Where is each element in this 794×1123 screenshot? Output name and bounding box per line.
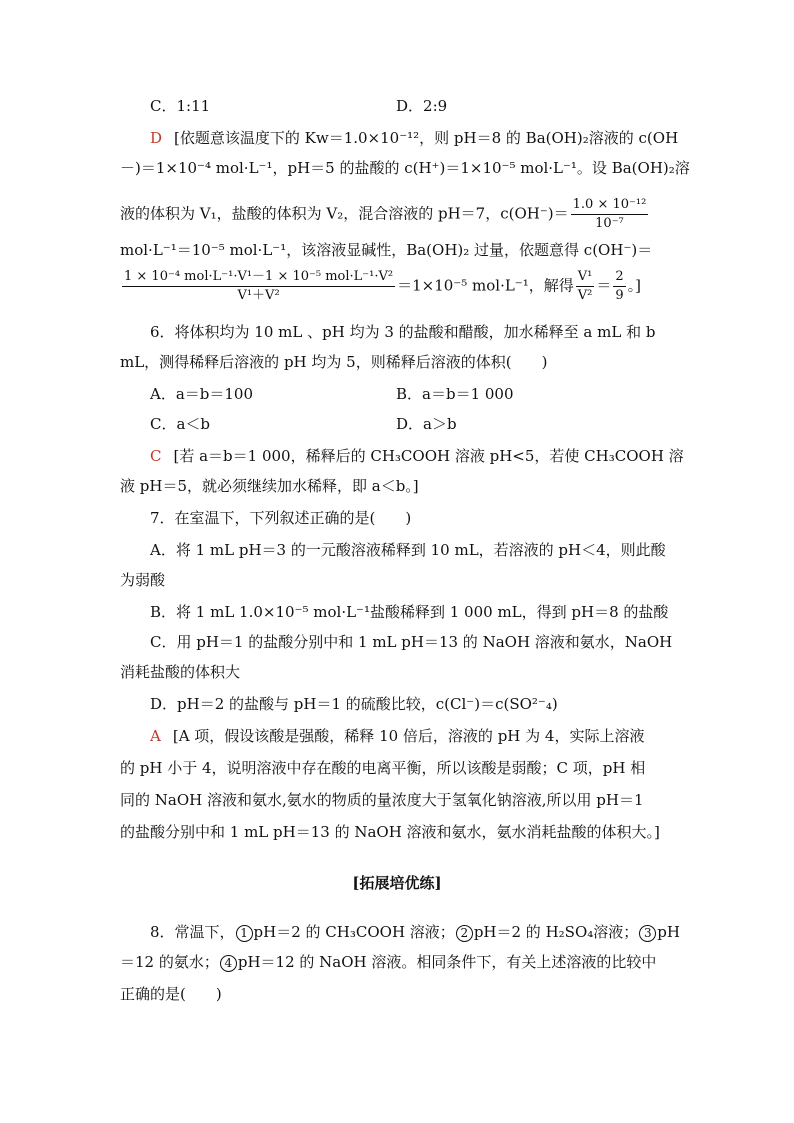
q5-exp-line3 bbox=[120, 196, 650, 233]
q8-s1c: pH＝2 的 H₂SO₄溶液； bbox=[473, 923, 639, 941]
circled-2-icon: 2 bbox=[456, 925, 473, 942]
q5-answer: D bbox=[150, 129, 163, 147]
q5-exp-line2: －)＝1×10⁻⁴ mol·L⁻¹，pH＝5 的盐酸的 c(H⁺)＝1×10⁻⁵ mol·L⁻¹。设 Ba(OH)₂溶 bbox=[120, 159, 690, 177]
q6-stem-line2: mL，测得稀释后溶液的 pH 均为 5，则稀释后溶液的体积( ) bbox=[120, 353, 548, 371]
q5-exp5-eq: ＝ bbox=[596, 276, 612, 295]
q5-exp3-pre: 液的体积为 V₁，盐酸的体积为 V₂，混合溶液的 pH＝7，c(OH⁻)＝ bbox=[120, 204, 569, 223]
q7-option-d: D．pH＝2 的盐酸与 pH＝1 的硫酸比较，c(Cl⁻)＝c(SO²⁻₄) bbox=[150, 695, 558, 713]
q5-fraction-2-num: 1 × 10⁻⁴ mol·L⁻¹·V¹－1 × 10⁻⁵ mol·L⁻¹·V² bbox=[122, 268, 395, 287]
circled-4-icon: 4 bbox=[220, 955, 237, 972]
q5-fraction-4-den: 9 bbox=[615, 288, 624, 303]
q7-option-b: B．将 1 mL 1.0×10⁻⁵ mol·L⁻¹盐酸稀释到 1 000 mL，得到 pH＝8 的盐酸 bbox=[150, 603, 669, 621]
q6-option-c: C．a＜b bbox=[150, 415, 211, 433]
q7-option-a-line2: 为弱酸 bbox=[120, 571, 166, 589]
q8-s2a: ＝12 的氨水； bbox=[120, 953, 219, 971]
q5-exp5-end: 。] bbox=[627, 276, 641, 295]
q5-exp1: [依题意该温度下的 Kw＝1.0×10⁻¹²，则 pH＝8 的 Ba(OH)₂溶液的 c(OH bbox=[174, 129, 679, 147]
q8-line1 bbox=[150, 922, 680, 942]
q7-exp1: [A 项，假设该酸是强酸，稀释 10 倍后，溶液的 pH 为 4，实际上溶液 bbox=[172, 727, 645, 745]
q5-fraction-1-den: 10⁻⁷ bbox=[595, 216, 624, 231]
q5-exp-line5 bbox=[120, 268, 641, 305]
q8-s1a: 8．常温下， bbox=[150, 923, 235, 941]
q8-s1b: pH＝2 的 CH₃COOH 溶液； bbox=[253, 923, 455, 941]
q6-exp1: [若 a＝b＝1 000，稀释后的 CH₃COOH 溶液 pH<5，若使 CH₃COOH 溶 bbox=[173, 447, 684, 465]
q7-exp-line4: 的盐酸分别中和 1 mL pH＝13 的 NaOH 溶液和氨水，氨水消耗盐酸的体积大。] bbox=[120, 823, 660, 841]
q6-exp-line2: 液 pH＝5，就必须继续加水稀释，即 a＜b。] bbox=[120, 477, 419, 495]
q8-line3: 正确的是( ) bbox=[120, 985, 222, 1003]
q7-exp-line1 bbox=[150, 726, 644, 746]
q8-line2 bbox=[120, 952, 656, 972]
q5-fraction-3-den: V² bbox=[577, 288, 593, 303]
q6-answer: C bbox=[150, 447, 162, 465]
q5-fraction-1 bbox=[571, 196, 649, 233]
q5-option-c: C．1:11 bbox=[150, 97, 211, 115]
q5-option-d: D．2:9 bbox=[396, 97, 448, 115]
q5-fraction-4-num: 2 bbox=[613, 268, 625, 287]
q5-exp5-mid: ＝1×10⁻⁵ mol·L⁻¹，解得 bbox=[397, 276, 574, 295]
q5-exp-line1 bbox=[150, 128, 678, 148]
q7-exp-line3: 同的 NaOH 溶液和氨水,氨水的物质的量浓度大于氢氧化钠溶液,所以用 pH＝1 bbox=[120, 791, 644, 809]
q6-stem-line1: 6．将体积均为 10 mL 、pH 均为 3 的盐酸和醋酸，加水稀释至 a mL 和 b bbox=[150, 323, 656, 341]
q7-option-c-line1: C．用 pH＝1 的盐酸分别中和 1 mL pH＝13 的 NaOH 溶液和氨水，NaOH bbox=[150, 633, 673, 651]
q6-exp-line1 bbox=[150, 446, 684, 466]
q8-s2b: pH＝12 的 NaOH 溶液。相同条件下，有关上述溶液的比较中 bbox=[237, 953, 657, 971]
q5-exp-line4: mol·L⁻¹＝10⁻⁵ mol·L⁻¹，该溶液显碱性，Ba(OH)₂ 过量，依题意得 c(OH⁻)＝ bbox=[120, 241, 653, 259]
q6-option-d: D．a＞b bbox=[396, 415, 457, 433]
circled-3-icon: 3 bbox=[639, 925, 656, 942]
q7-option-c-line2: 消耗盐酸的体积大 bbox=[120, 663, 241, 681]
q5-fraction-2-den: V¹＋V² bbox=[237, 288, 280, 303]
q7-answer: A bbox=[150, 727, 161, 745]
q6-option-a: A．a＝b＝100 bbox=[150, 385, 254, 403]
section-heading: [拓展培优练] bbox=[352, 874, 442, 892]
q6-option-b: B．a＝b＝1 000 bbox=[396, 385, 514, 403]
q5-fraction-4 bbox=[613, 268, 625, 305]
q5-fraction-3 bbox=[576, 268, 595, 305]
q8-s1d: pH bbox=[657, 923, 680, 941]
q5-fraction-2 bbox=[122, 268, 395, 305]
q5-fraction-3-num: V¹ bbox=[576, 268, 595, 287]
q7-option-a-line1: A．将 1 mL pH＝3 的一元酸溶液稀释到 10 mL，若溶液的 pH＜4，则此酸 bbox=[150, 541, 666, 559]
q5-fraction-1-num: 1.0 × 10⁻¹² bbox=[571, 196, 649, 215]
circled-1-icon: 1 bbox=[236, 925, 253, 942]
q7-exp-line2: 的 pH 小于 4，说明溶液中存在酸的电离平衡，所以该酸是弱酸；C 项，pH 相 bbox=[120, 759, 646, 777]
q7-stem: 7．在室温下，下列叙述正确的是( ) bbox=[150, 509, 412, 527]
